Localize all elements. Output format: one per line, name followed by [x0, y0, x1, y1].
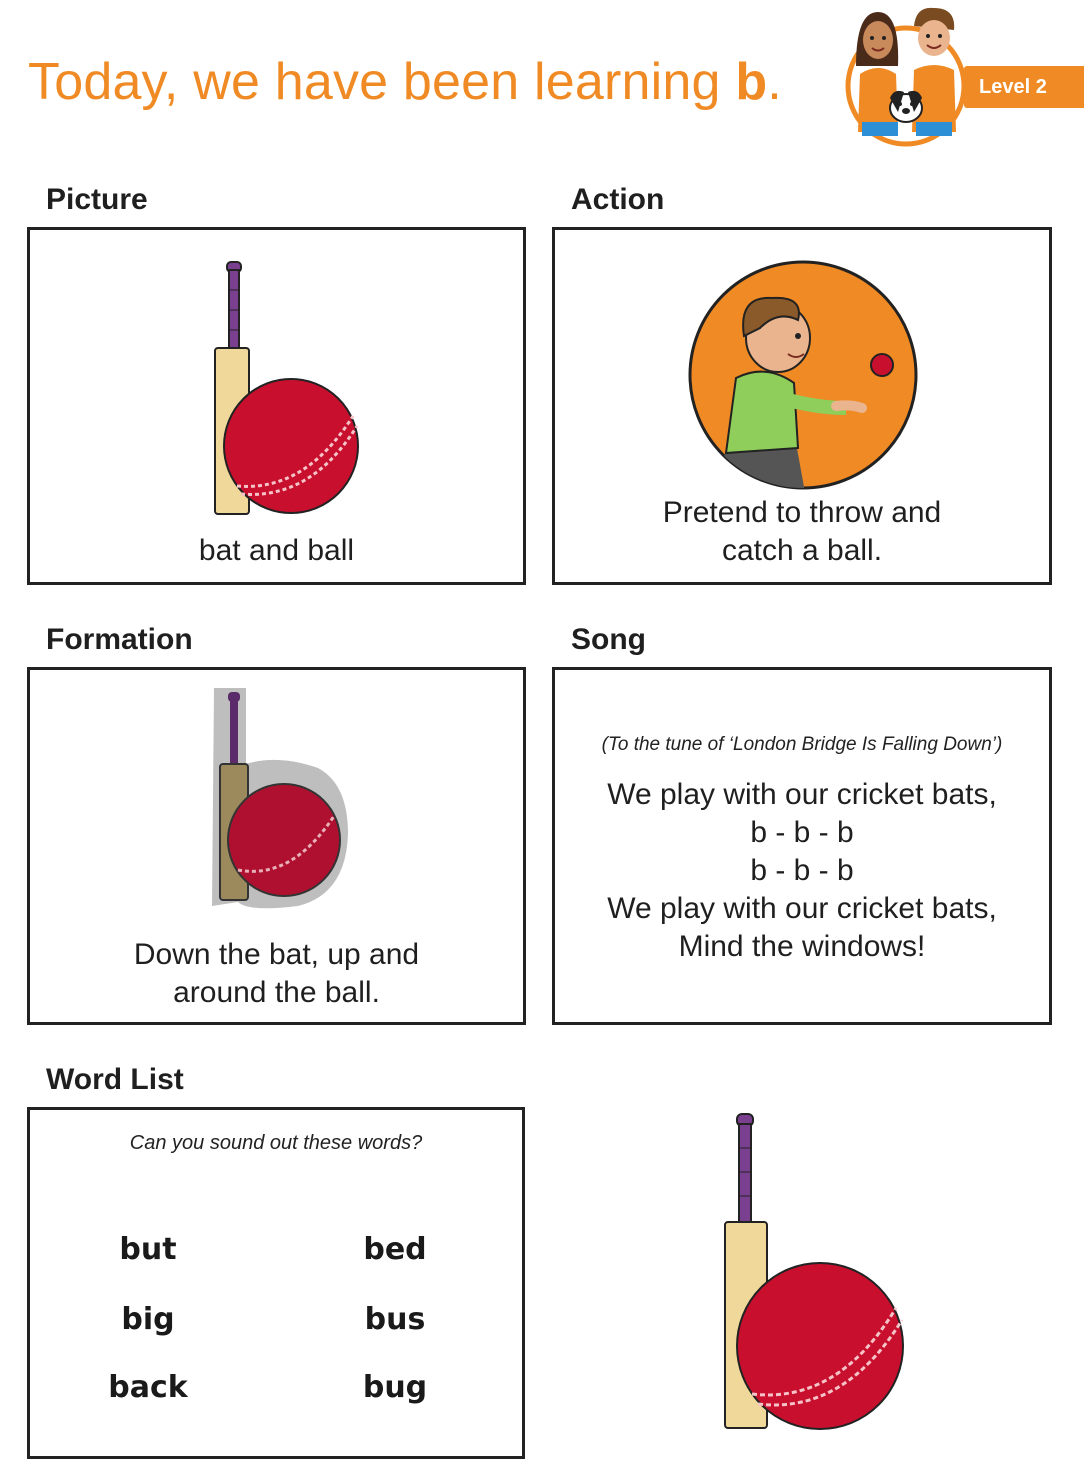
- word-list-label: Word List: [46, 1063, 184, 1096]
- word-item: bed: [363, 1232, 427, 1267]
- word-item: but: [119, 1232, 177, 1267]
- boy-throwing-ball-icon: [686, 258, 920, 492]
- song-panel: [552, 667, 1052, 1025]
- formation-caption-line2: around the ball.: [173, 976, 380, 1009]
- letter-b-formation-icon: [208, 684, 358, 914]
- action-label: Action: [571, 183, 665, 216]
- song-label: Song: [571, 623, 646, 656]
- word-list-prompt: Can you sound out these words?: [129, 1132, 423, 1154]
- song-tune-note: (To the tune of ‘London Bridge Is Falling Down’): [601, 734, 1003, 755]
- formation-label: Formation: [46, 623, 193, 656]
- word-item: bus: [364, 1302, 426, 1337]
- action-caption-line1: Pretend to throw and: [662, 496, 942, 529]
- title-prefix: Today, we have been learning: [28, 53, 736, 111]
- song-line: We play with our cricket bats,: [607, 778, 997, 811]
- title-suffix: .: [767, 53, 782, 111]
- page-title: [28, 52, 782, 112]
- word-item: bug: [362, 1370, 428, 1405]
- cricket-bat-and-ball-icon: [205, 260, 365, 520]
- action-caption-line2: catch a ball.: [721, 534, 883, 567]
- picture-label: Picture: [46, 183, 148, 216]
- formation-panel: [27, 667, 526, 1025]
- song-line: Mind the windows!: [678, 930, 926, 963]
- picture-panel: [27, 227, 526, 585]
- formation-caption-line1: Down the bat, up and: [133, 938, 420, 971]
- song-lyrics: [555, 776, 1049, 966]
- song-line: b - b - b: [750, 854, 854, 887]
- picture-caption: bat and ball: [198, 534, 355, 567]
- mascot-children-icon: [838, 4, 978, 148]
- level-badge: Level 2: [964, 66, 1084, 108]
- word-item: back: [108, 1370, 188, 1405]
- word-list-panel: [27, 1107, 525, 1459]
- large-cricket-bat-and-ball-icon: [718, 1112, 908, 1432]
- song-line: b - b - b: [750, 816, 854, 849]
- word-item: big: [121, 1302, 175, 1337]
- action-panel: [552, 227, 1052, 585]
- title-letter: b: [735, 53, 768, 111]
- song-line: We play with our cricket bats,: [607, 892, 997, 925]
